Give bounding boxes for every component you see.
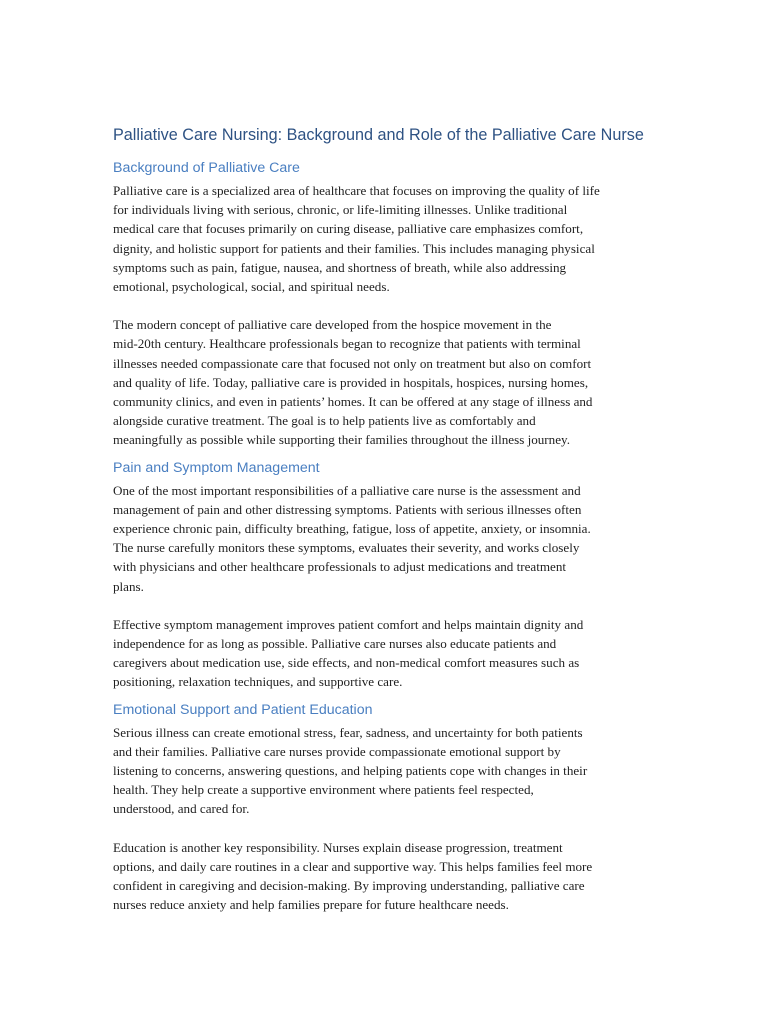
paragraph <box>113 181 658 296</box>
paragraph <box>113 615 658 692</box>
text-line: understood, and cared for. <box>113 801 250 817</box>
text-line: illnesses needed compassionate care that focused not only on treatment but also on comfort <box>113 355 592 371</box>
text-line: independence for as long as possible. Palliative care nurses also educate patients and <box>113 636 557 652</box>
text-line: alongside curative treatment. The goal is to help patients live as comfortably and <box>113 413 536 429</box>
text-line: nurses reduce anxiety and help families prepare for future healthcare needs. <box>113 897 509 913</box>
section-heading: Emotional Support and Patient Education <box>113 701 373 718</box>
text-line: and their families. Palliative care nurses provide compassionate emotional support by <box>113 743 561 759</box>
paragraph <box>113 838 658 915</box>
section-heading: Pain and Symptom Management <box>113 459 320 476</box>
section-emotional-support <box>113 700 658 915</box>
paragraph <box>113 723 658 819</box>
text-line: One of the most important responsibilities of a palliative care nurse is the assessment and <box>113 482 581 498</box>
document-title: Palliative Care Nursing: Background and Role of the Palliative Care Nurse <box>113 126 644 144</box>
text-line: listening to concerns, answering questions, and helping patients cope with changes in their <box>113 763 588 779</box>
text-line: Palliative care is a specialized area of healthcare that focuses on improving the quality of life <box>113 183 600 198</box>
text-line: and quality of life. Today, palliative care is provided in hospitals, hospices, nursing homes, <box>113 374 589 390</box>
text-line: Effective symptom management improves patient comfort and helps maintain dignity and <box>113 616 584 632</box>
text-line: confident in caregiving and decision-making. By improving understanding, palliative care <box>113 878 585 894</box>
text-line: plans. <box>113 578 144 594</box>
text-line: dignity, and holistic support for patients and their families. This includes managing physical <box>113 240 595 256</box>
text-line: Education is another key responsibility. Nurses explain disease progression, treatment <box>113 839 563 855</box>
text-line: positioning, relaxation techniques, and supportive care. <box>113 674 403 690</box>
text-line: community clinics, and even in patients’ homes. It can be offered at any stage of illness and <box>113 394 593 410</box>
section-pain-management <box>113 458 658 692</box>
text-line: The modern concept of palliative care developed from the hospice movement in the <box>113 317 552 333</box>
text-line: experience chronic pain, difficulty breathing, fatigue, loss of appetite, anxiety, or insomnia. <box>113 521 591 537</box>
text-line: symptoms such as pain, fatigue, nausea, and shortness of breath, while also addressing <box>113 259 567 275</box>
text-line: Serious illness can create emotional stress, fear, sadness, and uncertainty for both patients <box>113 724 583 740</box>
text-line: medical care that focuses primarily on curing disease, palliative care emphasizes comfort, <box>113 221 584 237</box>
text-line: meaningfully as possible while supporting their families throughout the illness journey. <box>113 432 570 448</box>
paragraph <box>113 315 658 449</box>
text-line: for individuals living with serious, chronic, or life-limiting illnesses. Unlike traditional <box>113 202 568 218</box>
text-line: with physicians and other healthcare professionals to adjust medications and treatment <box>113 559 567 575</box>
text-line: health. They help create a supportive environment where patients feel respected, <box>113 782 534 798</box>
text-line: emotional, psychological, social, and spiritual needs. <box>113 279 390 295</box>
text-line: caregivers about medication use, side effects, and non-medical comfort measures such as <box>113 655 580 671</box>
text-line: options, and daily care routines in a clear and supportive way. This helps families feel more <box>113 858 593 874</box>
text-line: mid-20th century. Healthcare professionals began to recognize that patients with terminal <box>113 336 581 352</box>
section-background <box>113 158 658 450</box>
text-line: management of pain and other distressing symptoms. Patients with serious illnesses often <box>113 501 582 517</box>
paragraph <box>113 481 658 596</box>
text-line: The nurse carefully monitors these symptoms, evaluates their severity, and works closely <box>113 540 580 556</box>
section-heading: Background of Palliative Care <box>113 160 300 176</box>
